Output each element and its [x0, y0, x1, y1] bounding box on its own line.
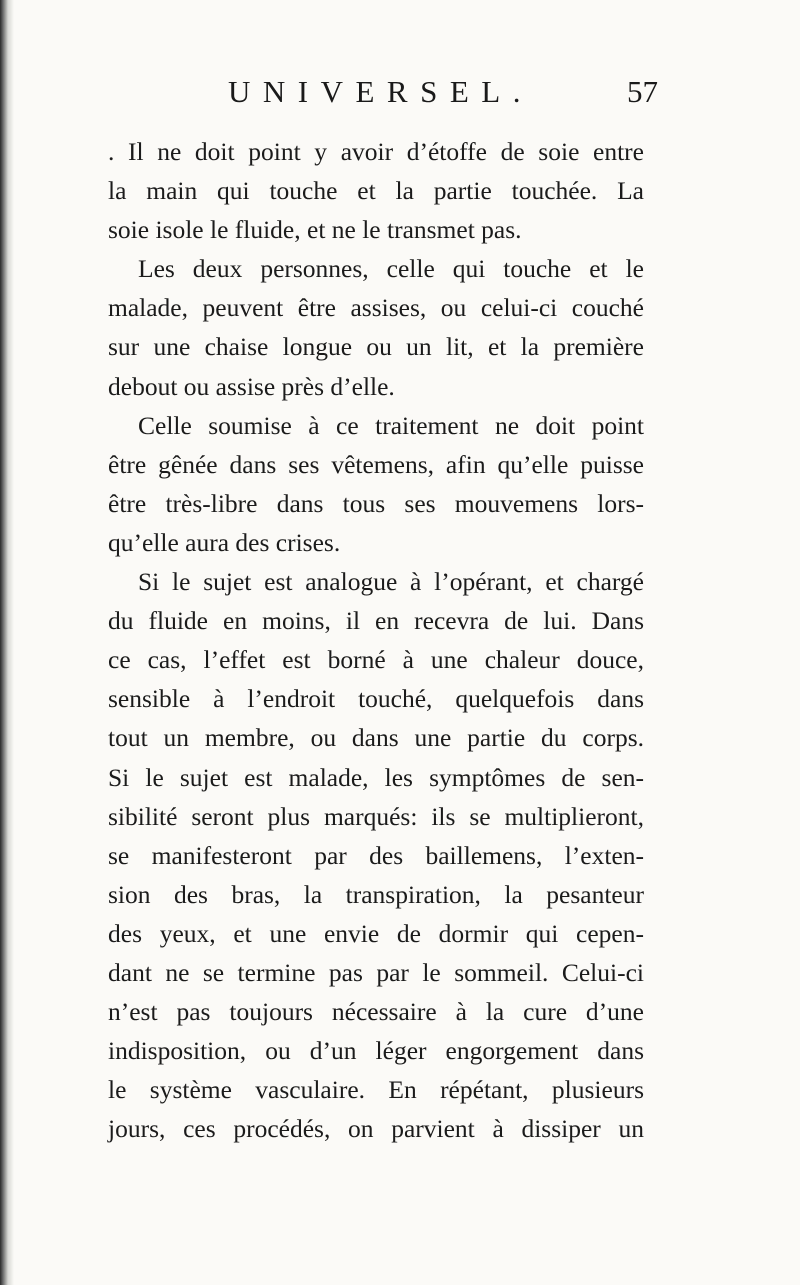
- text-line: qu’elle aura des crises.: [108, 527, 341, 557]
- text-line: soie isole le fluide, et ne le transmet pas.: [108, 215, 522, 245]
- text-line: Les deux personnes, celle qui touche et le: [138, 254, 644, 284]
- text-line: dant ne se termine pas par le sommeil. Celui-ci: [108, 957, 644, 987]
- text-line: jours, ces procédés, on parvient à dissiper un: [108, 1114, 644, 1144]
- text-line: . Il ne doit point y avoir d’étoffe de soie entre: [108, 137, 644, 166]
- body-text: [108, 132, 644, 1148]
- text-line: sur une chaise longue ou un lit, et la première: [108, 332, 644, 362]
- page-number: 57: [627, 74, 658, 109]
- text-line: tout un membre, ou dans une partie du corps.: [108, 723, 644, 753]
- text-line: ce cas, l’effet est borné à une chaleur douce,: [108, 645, 644, 675]
- page-header: [228, 74, 658, 114]
- text-line: indisposition, ou d’un léger engorgement dans: [108, 1036, 644, 1066]
- text-line: n’est pas toujours nécessaire à la cure d’une: [108, 997, 644, 1027]
- text-line: Si le sujet est malade, les symptômes de sen-: [108, 762, 644, 792]
- text-line: se manifesteront par des baillemens, l’exten-: [108, 840, 644, 870]
- text-line: malade, peuvent être assises, ou celui-ci couché: [108, 293, 644, 323]
- text-line: du fluide en moins, il en recevra de lui. Dans: [108, 606, 644, 636]
- text-line: la main qui touche et la partie touchée. La: [108, 176, 644, 206]
- text-line: être gênée dans ses vêtemens, afin qu’elle puisse: [108, 449, 644, 479]
- running-title: UNIVERSEL.: [228, 74, 533, 109]
- text-line: sibilité seront plus marqués: ils se multiplieront,: [108, 801, 644, 831]
- text-line: sensible à l’endroit touché, quelquefois dans: [108, 684, 644, 714]
- text-line: le système vasculaire. En répétant, plusieurs: [108, 1075, 644, 1105]
- page-binding-edge: [0, 0, 14, 1285]
- text-line: Si le sujet est analogue à l’opérant, et chargé: [138, 567, 644, 597]
- text-line: Celle soumise à ce traitement ne doit point: [138, 410, 644, 440]
- text-line: être très-libre dans tous ses mouvemens lors-: [108, 488, 644, 518]
- text-line: des yeux, et une envie de dormir qui cepen-: [108, 918, 644, 948]
- text-line: debout ou assise près d’elle.: [108, 371, 395, 401]
- text-line: sion des bras, la transpiration, la pesanteur: [108, 879, 644, 909]
